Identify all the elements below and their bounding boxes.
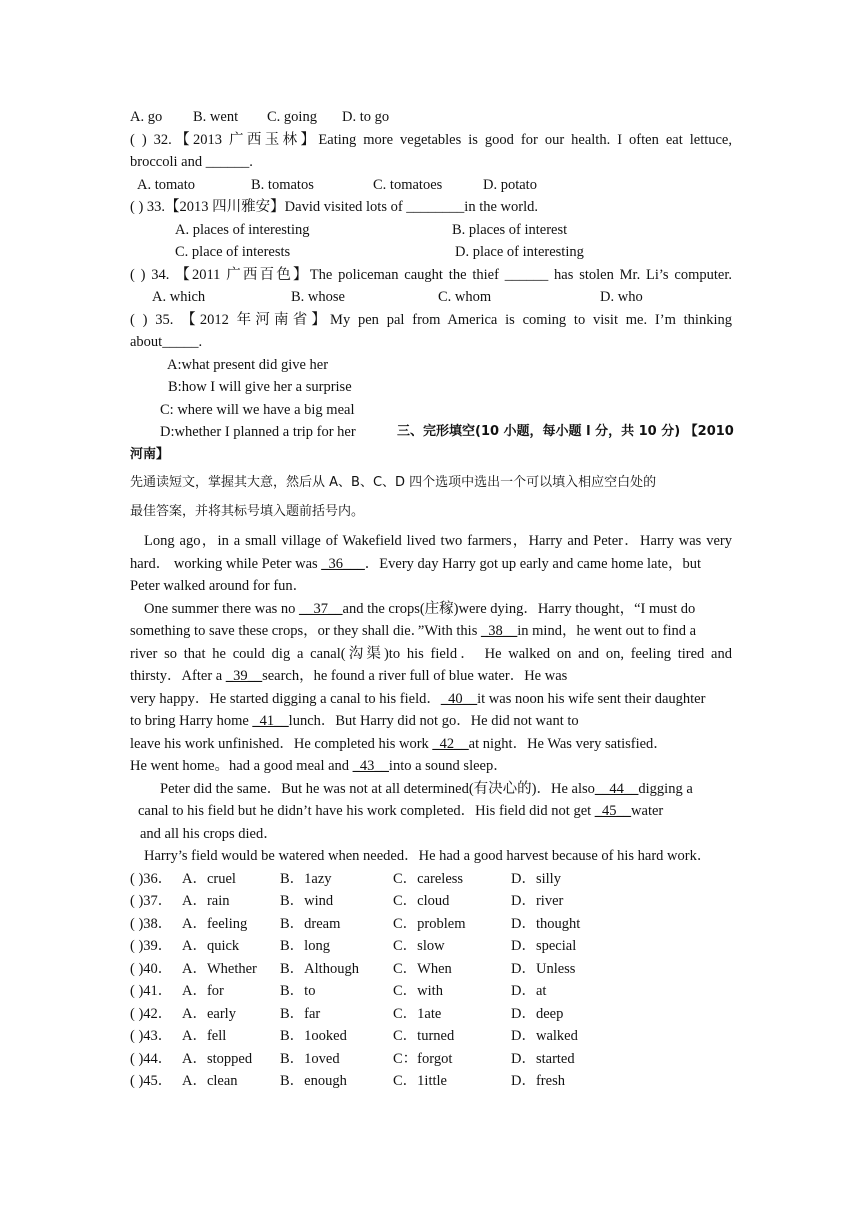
question-option-a: A．feeling [182, 915, 248, 932]
question-option-c: C．problem [393, 915, 466, 932]
passage-p2-line1 [130, 598, 732, 621]
q32-option-b: B. tomatos [251, 176, 314, 193]
question-option-d: D．thought [511, 915, 581, 932]
q33-option-a: A. places of interesting [175, 221, 310, 238]
question-option-b: B．far [280, 1005, 321, 1022]
passage-p2-line8 [130, 755, 732, 778]
question-option-d: D．walked [511, 1028, 578, 1044]
passage-text: very happy．He started digging a canal to his field． [130, 690, 441, 707]
question-number: ( )44． [130, 1050, 173, 1067]
passage-text: hard． working while Peter was [130, 555, 322, 572]
blank-37: __37__ [299, 600, 343, 617]
question-number: ( )38． [130, 915, 173, 932]
question-option-a: A．stopped [182, 1050, 253, 1067]
q35-option-c-row [130, 399, 732, 422]
question-option-b: B．wind [280, 893, 334, 909]
passage-p3-line3: and all his crops died． [140, 825, 278, 842]
question-option-c: C．1ittle [393, 1073, 447, 1089]
question-row [130, 913, 732, 936]
question-option-c: C．careless [393, 870, 464, 887]
passage-text: digging a [638, 780, 693, 797]
passage-text: canal to his field but he didn’t have his work completed．His field did not get [138, 803, 595, 819]
question-option-d: D．started [511, 1050, 575, 1067]
question-number: ( )43． [130, 1028, 173, 1044]
q34-option-c: C. whom [438, 289, 492, 305]
passage-p1-line2 [130, 553, 732, 576]
question-option-d: D．deep [511, 1005, 564, 1022]
q34-option-d: D. who [600, 289, 643, 305]
question-option-d: D．special [511, 938, 577, 954]
instructions-line-1: 先通读短文，掌握其大意，然后从 A、B、C、D 四个选项中选出一个可以填入相应空白处的 [130, 475, 657, 490]
question-option-b: B．1oved [280, 1050, 340, 1067]
question-row [130, 1025, 732, 1048]
q33-option-c: C. place of interests [175, 244, 291, 260]
q35-option-d-row [130, 421, 732, 444]
q34-stem: ( ) 34. 【2011 广西百色】The policeman caught the thief ______ has stolen Mr. Li’s computer. [130, 266, 732, 283]
question-option-b: B．1ooked [280, 1028, 347, 1044]
passage-text: One summer there was no [144, 600, 300, 617]
blank-42: _42__ [432, 735, 469, 752]
question-option-b: B．long [280, 938, 330, 954]
q35-option-d: D:whether I planned a trip for her [160, 424, 356, 440]
passage-text: it was noon his wife sent their daughter [477, 690, 706, 707]
question-option-c: C．with [393, 983, 443, 999]
blank-38: _38__ [480, 623, 518, 639]
blank-45: _45__ [594, 803, 632, 819]
question-option-a: A．early [182, 1005, 236, 1022]
q35-option-a: A:what present did give her [167, 356, 329, 373]
q33-option-d: D. place of interesting [455, 244, 584, 260]
passage-text: at night．He Was very satisfied． [468, 735, 668, 752]
question-row [130, 1003, 732, 1026]
passage-p1-line3: Peter walked around for fun． [130, 578, 308, 594]
passage-p2-line6 [130, 710, 732, 733]
passage-text: thirsty．After a [130, 668, 226, 684]
q32-stem: ( ) 32.【2013 广西玉林】Eating more vegetables is good for our health. I often eat lettuce, [130, 131, 732, 148]
question-option-d: D．Unless [511, 960, 576, 977]
question-option-b: B．enough [280, 1073, 347, 1089]
question-list [130, 868, 732, 1093]
q31-options [130, 106, 732, 129]
passage-p1-line1: Long ago，in a small village of Wakefield lived two farmers，Harry and Peter．Harry was very [144, 533, 732, 549]
q32-option-a: A. tomato [137, 176, 195, 193]
q35-stem-cont: about_____. [130, 334, 203, 350]
question-option-d: D．at [511, 983, 547, 999]
question-row [130, 1070, 732, 1093]
question-number: ( )39． [130, 938, 173, 954]
q35-option-a-row [130, 354, 732, 377]
question-row [130, 935, 732, 958]
q32-stem-cont: broccoli and ______. [130, 154, 253, 170]
passage-p4: Harry’s field would be watered when needed．He had a good harvest because of his hard work． [144, 848, 712, 864]
blank-39: _39__ [225, 668, 263, 684]
question-number: ( )41． [130, 983, 173, 999]
q34-option-b: B. whose [291, 289, 345, 305]
passage-p3-line2 [130, 800, 732, 823]
question-option-c: C．slow [393, 938, 445, 954]
passage-p2-line4 [130, 665, 732, 688]
instructions-line-2: 最佳答案，并将其标号填入题前括号内。 [130, 504, 365, 519]
question-option-a: A．clean [182, 1073, 238, 1089]
passage-p2-line7 [130, 733, 732, 756]
question-row [130, 868, 732, 891]
question-number: ( )42． [130, 1005, 173, 1022]
q32-options [130, 174, 732, 197]
blank-40: _40__ [440, 690, 478, 707]
question-number: ( )36． [130, 870, 173, 887]
question-option-d: D．silly [511, 870, 561, 887]
question-option-d: D．river [511, 893, 564, 909]
q35-option-b-row [130, 376, 732, 399]
section-heading-cont: 河南】 [130, 446, 170, 462]
question-option-a: A．for [182, 983, 224, 999]
question-option-c: C．1ate [393, 1005, 442, 1022]
q31-option-a: A. go [130, 109, 163, 125]
q35-stem: ( ) 35. 【2012 年河南省】My pen pal from America is coming to visit me. I’m thinking [130, 311, 732, 328]
question-option-d: D．fresh [511, 1073, 565, 1089]
passage-text: leave his work unfinished．He completed his work [130, 735, 433, 752]
question-option-a: A．fell [182, 1028, 227, 1044]
question-row [130, 958, 732, 981]
q32-option-c: C. tomatoes [373, 176, 443, 193]
question-option-a: A．quick [182, 938, 240, 954]
q34-option-a: A. which [152, 289, 206, 305]
q34-options [130, 286, 732, 309]
question-option-c: C．When [393, 960, 452, 977]
q31-option-c: C. going [267, 109, 317, 125]
passage-text: lunch．But Harry did not go．He did not want to [288, 713, 579, 729]
question-number: ( )40． [130, 960, 173, 977]
q35-option-c: C: where will we have a big meal [160, 401, 355, 418]
q33-options-row1 [130, 219, 732, 242]
passage-text: something to save these crops，or they shall die．”With this [130, 623, 481, 639]
passage-text: and the crops(庄稼)were dying．Harry thought，“I must do [342, 600, 696, 617]
document-page [130, 106, 732, 1093]
passage-text: water [631, 803, 664, 819]
question-option-c: C：forgot [393, 1050, 453, 1067]
question-option-b: B．to [280, 983, 316, 999]
question-option-b: B．dream [280, 915, 341, 932]
passage-text: search，he found a river full of blue water．He was [262, 668, 568, 684]
q32-option-d: D. potato [483, 176, 537, 193]
q33-stem: ( ) 33.【2013 四川雅安】David visited lots of ________in the world. [130, 199, 538, 215]
q31-option-b: B. went [193, 109, 239, 125]
passage-text: He went home。had a good meal and [130, 758, 353, 774]
passage-text: Peter did the same．But he was not at all determined(有决心的)．He also [160, 780, 595, 797]
blank-36: _36___ [321, 555, 365, 572]
q31-option-d: D. to go [342, 109, 390, 125]
question-number: ( )45． [130, 1073, 173, 1089]
question-option-a: A．rain [182, 893, 230, 909]
question-option-b: B．Although [280, 960, 359, 977]
question-option-a: A．cruel [182, 870, 236, 887]
passage-text: into a sound sleep． [388, 758, 508, 774]
blank-41: _41__ [252, 713, 289, 729]
question-option-c: C．cloud [393, 893, 450, 909]
question-option-c: C．turned [393, 1028, 455, 1044]
section-heading: 三、完形填空(10 小题，每小题 l 分，共 10 分) 【2010 [397, 424, 734, 439]
passage-text: in mind，he went out to find a [517, 623, 697, 639]
blank-44: __44__ [594, 780, 639, 797]
passage-p2-line2 [130, 620, 732, 643]
passage-p2-line5 [130, 688, 732, 711]
blank-43: _43__ [352, 758, 389, 774]
q35-option-b: B:how I will give her a surprise [168, 379, 352, 395]
question-row [130, 980, 732, 1003]
passage-text: ．Every day Harry got up early and came home late，but [364, 555, 701, 572]
q33-option-b: B. places of interest [452, 221, 568, 238]
question-option-b: B．1azy [280, 870, 332, 887]
passage-p2-line3: river so that he could dig a canal(沟渠)to his field． He walked on and on, feeling tired and [130, 645, 732, 662]
question-row [130, 890, 732, 913]
question-row [130, 1048, 732, 1071]
passage-text: to bring Harry home [130, 713, 253, 729]
passage-p3-line1 [130, 778, 732, 801]
question-option-a: A．Whether [182, 960, 257, 977]
q33-options-row2 [130, 241, 732, 264]
question-number: ( )37． [130, 893, 173, 909]
